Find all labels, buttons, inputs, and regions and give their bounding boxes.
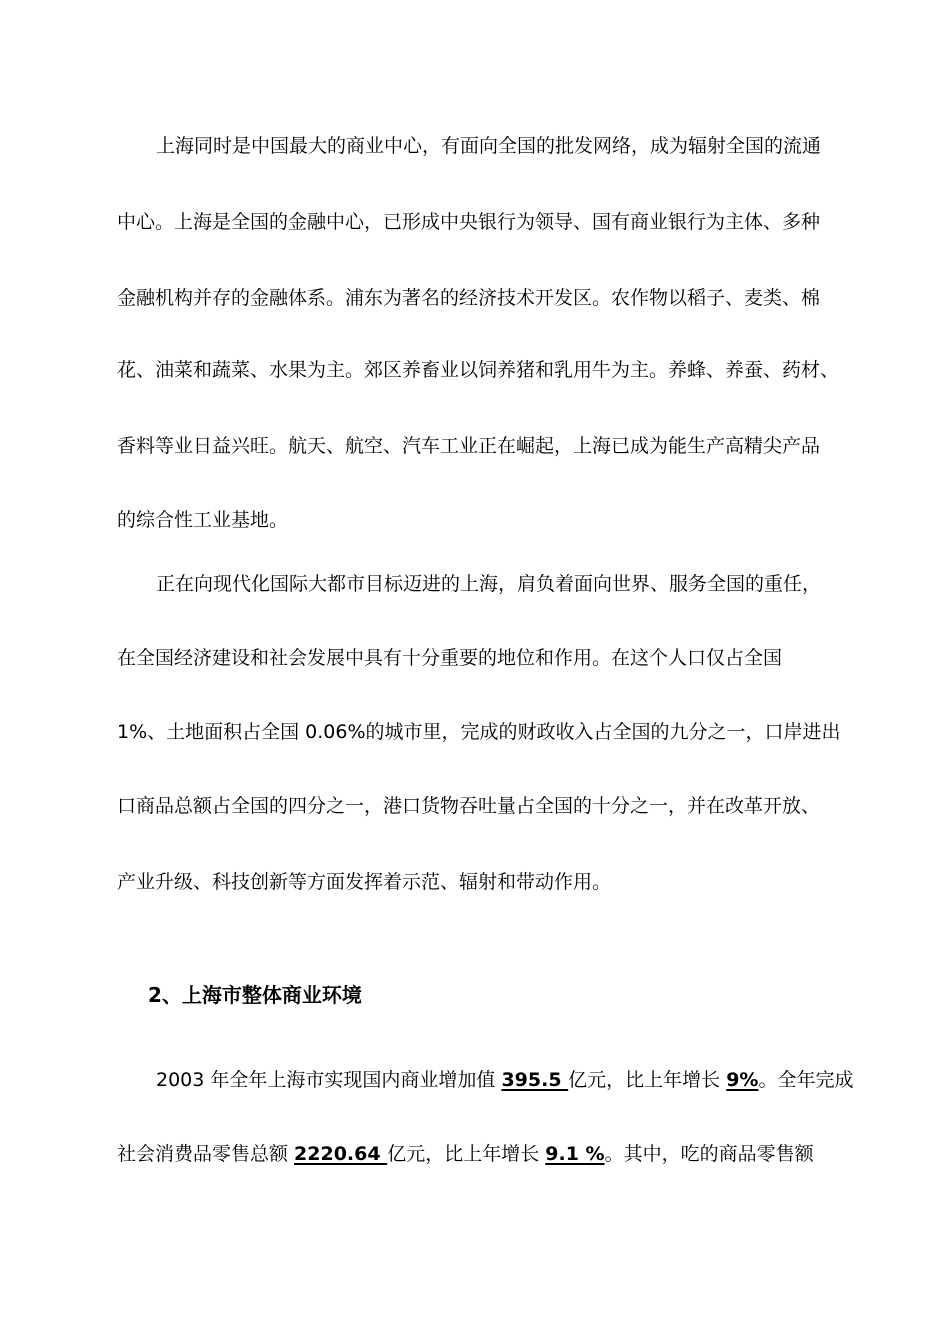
paragraph-line: 的综合性工业基地。 bbox=[117, 509, 289, 531]
paragraph-line bbox=[156, 1067, 854, 1093]
text-segment: 。其中，吃的商品零售额 bbox=[604, 1143, 814, 1165]
section-heading: 2、上海市整体商业环境 bbox=[148, 983, 362, 1007]
underlined-value: 2220.64 bbox=[294, 1143, 388, 1165]
paragraph-line: 中心。上海是全国的金融中心，已形成中央银行为领导、国有商业银行为主体、多种 bbox=[117, 211, 821, 233]
text-segment: 亿元，比上年增长 bbox=[387, 1143, 546, 1165]
paragraph-line: 产业升级、科技创新等方面发挥着示范、辐射和带动作用。 bbox=[117, 871, 612, 893]
paragraph-line: 口商品总额占全国的四分之一，港口货物吞吐量占全国的十分之一，并在改革开放、 bbox=[117, 795, 821, 817]
text-segment: 社会消费品零售总额 bbox=[117, 1143, 295, 1165]
paragraph-line: 正在向现代化国际大都市目标迈进的上海，肩负着面向世界、服务全国的重任， bbox=[156, 573, 822, 595]
text-segment: 亿元，比上年增长 bbox=[568, 1069, 727, 1091]
paragraph-line: 花、油菜和蔬菜、水果为主。郊区养畜业以饲养猪和乳用牛为主。养蜂、养蚕、药材、 bbox=[117, 359, 840, 381]
paragraph-line bbox=[117, 1141, 837, 1167]
underlined-value: 395.5 bbox=[501, 1069, 569, 1091]
paragraph-line: 在全国经济建设和社会发展中具有十分重要的地位和作用。在这个人口仅占全国 bbox=[117, 647, 783, 669]
paragraph-line: 金融机构并存的金融体系。浦东为著名的经济技术开发区。农作物以稻子、麦类、棉 bbox=[117, 287, 821, 309]
underlined-value: 9.1 % bbox=[545, 1143, 605, 1165]
text-segment: 2003 年全年上海市实现国内商业增加值 bbox=[156, 1069, 502, 1091]
text-segment: 。全年完成 bbox=[758, 1069, 854, 1091]
paragraph-line: 上海同时是中国最大的商业中心，有面向全国的批发网络，成为辐射全国的流通 bbox=[156, 135, 822, 157]
underlined-value: 9% bbox=[726, 1069, 759, 1091]
paragraph-line: 1%、土地面积占全国 0.06%的城市里，完成的财政收入占全国的九分之一，口岸进出 bbox=[117, 721, 841, 743]
paragraph-line: 香料等业日益兴旺。航天、航空、汽车工业正在崛起，上海已成为能生产高精尖产品 bbox=[117, 435, 821, 457]
